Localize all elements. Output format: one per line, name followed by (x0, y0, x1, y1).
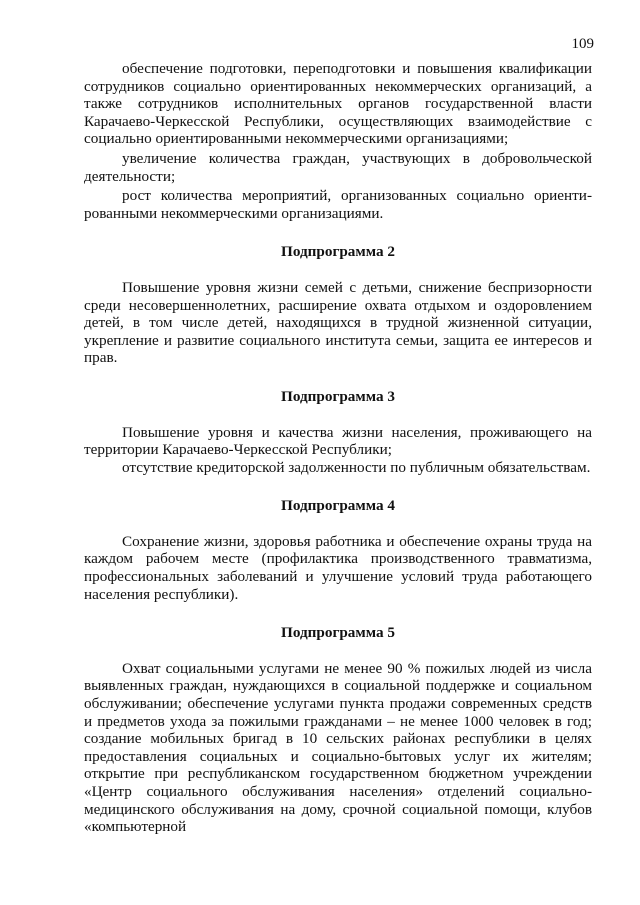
section-heading-subprogram-3: Подпрограмма 3 (281, 387, 395, 405)
subprogram-5-paragraph: Охват социальными услугами не менее 90 % пожилых людей из числа выявленных граждан, нуждающихся в социальной поддержке и социальном обслуживании; обеспечение услугами пункта продажи современных средств и предметов ухода за пожилыми гражданами – не менее 1000 человек в год; создание мобильных бригад в 10 сельских районах республики в целях предоставления социальных и социально-бытовых услуг их жителям; открытие при республиканском государственном бюджетном учреждении «Центр социального обслуживания населения» отделений социально-медицинского обслуживания на дому, срочной социальной помощи, клубов «компьютерной (84, 659, 592, 836)
intro-paragraph-3: рост количества мероприятий, организованных социально ориентированными некоммерческими организациями. (84, 187, 592, 222)
intro-paragraph-1: обеспечение подготовки, переподготовки и повышения квалификации сотрудников социально ориентированных некоммерческих организаций, а также сотрудников исполнительных органов государственной власти Карачаево-Черкесской Республики, осуществляющих взаимодействие с социально ориентированными некоммерческими организациями; (84, 60, 592, 148)
section-heading-subprogram-4: Подпрограмма 4 (281, 497, 395, 515)
page-content (84, 60, 592, 836)
subprogram-3-paragraph-2: отсутствие кредиторской задолженности по публичным обязательствам. (122, 458, 591, 476)
section-heading-subprogram-2: Подпрограмма 2 (281, 243, 395, 261)
subprogram-4-paragraph: Сохранение жизни, здоровья работника и обеспечение охраны труда на каждом рабочем месте (профилактика производственного травматизма, профессиональных заболеваний и улучшение условий труда работающего населения республики). (84, 532, 592, 603)
subprogram-3-paragraph-1: Повышение уровня и качества жизни населения, проживающего на территории Карачаево-Черкесской Республики; (84, 423, 592, 459)
section-heading-subprogram-5: Подпрограмма 5 (281, 624, 395, 642)
intro-paragraph-2: увеличение количества граждан, участвующих в добровольческой деятельности; (84, 149, 592, 185)
page-number: 109 (571, 36, 594, 52)
subprogram-2-paragraph: Повышение уровня жизни семей с детьми, снижение беспризорности среди несовершеннолетних, расширение охвата отдыхом и оздоровлением детей, в том числе детей, находящихся в трудной жизненной ситуации, укрепление и развитие социального института семьи, защита ее интересов и прав. (84, 278, 592, 367)
